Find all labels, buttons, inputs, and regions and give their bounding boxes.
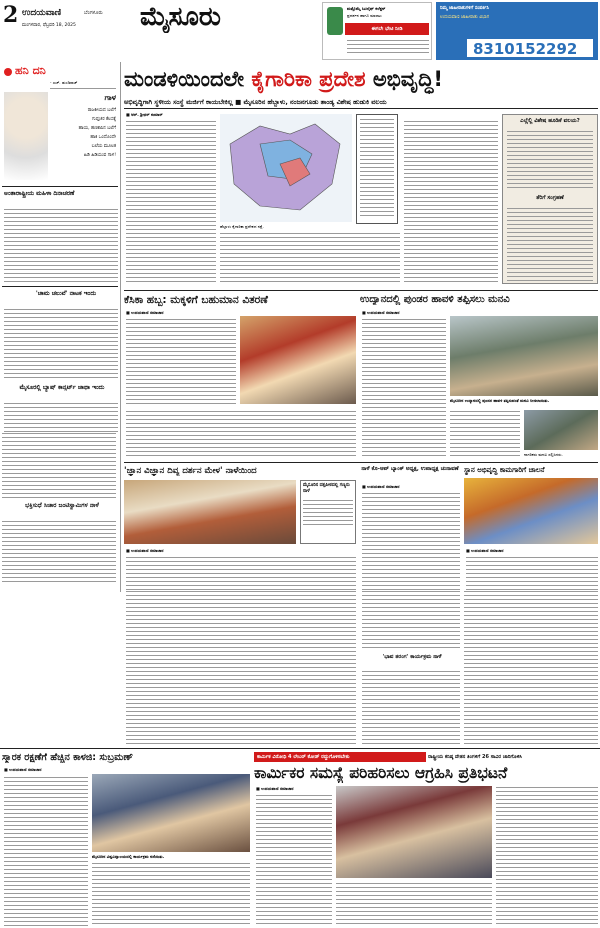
lead-headline-part2: ಕೈಗಾರಿಕಾ ಪ್ರದೇಶ <box>251 67 366 91</box>
story1-body <box>4 208 118 282</box>
bottom-right-byline: ■ ಉದಯವಾಣಿ ಸಮಾಚಾರ <box>256 786 294 791</box>
garden-body <box>362 318 446 458</box>
kicker2: ರಾಷ್ಟ್ರೀಯ ಕನಿಷ್ಠ ವೇತನ ತಿಂಗಳಿಗೆ 26 ಸಾವಿರ ಜಾರಿಗೊಳಿಸಿ <box>428 754 522 760</box>
story2-body <box>4 308 118 380</box>
garden-body-2 <box>450 410 520 458</box>
map-caption: ಹೆಬ್ಬಾಳು ಕೈಗಾರಿಕಾ ಪ್ರದೇಶದ ನಕ್ಷೆ. <box>220 224 264 229</box>
paper-name: ಉದಯವಾಣಿ <box>22 8 62 18</box>
bottom-right-photo <box>336 786 492 878</box>
gyana-photo <box>124 480 296 544</box>
bank-byline: ■ ಉದಯವಾಣಿ ಸಮಾಚಾರ <box>362 484 400 489</box>
bottom-right-body-3 <box>496 786 598 926</box>
poem-box <box>50 88 116 182</box>
poem-line: ಹಾಕಿ ಒಂದೊಂದೇ <box>90 135 116 140</box>
ccb-headline: ಕೆಸಿಕಾ ಹಬ್ಬ: ಮಕ್ಕಳಿಗೆ ಬಹುಮಾನ ವಿತರಣೆ <box>124 294 268 306</box>
bank-sub-body <box>362 670 460 744</box>
left-column <box>2 62 118 432</box>
bottom-left-caption: ಮೈಸೂರಿನ ವಿಶ್ವವಿದ್ಯಾಲಯದಲ್ಲಿ ಕಾರ್ಯಕ್ರಮ ನಡೆಯಿತು. <box>92 854 165 859</box>
garden-caption1: ಮೈಸೂರಿನ ಉದ್ಯಾನದಲ್ಲಿ ಪುಂಡರ ಹಾವಳಿ ತಪ್ಪಿಸುವಂತೆ ಮನವಿ ನೀಡಲಾಯಿತು. <box>450 398 550 403</box>
lead-headline-part1: ಮಂಡಳಿಯಿಂದಲೇ <box>124 67 245 91</box>
bank-subtitle: 'ಭಾವ ತರಂಗ' ಕಾರ್ಯಕ್ರಮ ನಾಳೆ <box>382 654 442 660</box>
ad2-line2: ಉದಯವಾಣಿ ಜಾಹೀರಾತು ವಿಭಾಗ <box>440 15 490 20</box>
bank-headline: ನಾಳೆ ಕೊ-ಆಪ್ ಬ್ಯಾಂಕ್ ಅಧ್ಯಕ್ಷ, ಉಪಾಧ್ಯಕ್ಷ ಚುನಾವಣೆ <box>361 466 459 472</box>
sidebar2-title: ತೆರಿಗೆ ಸಂಗ್ರಹಣೆ <box>536 195 564 201</box>
bottom-left-story <box>2 750 250 926</box>
bank-body-cont <box>362 590 460 650</box>
garden-photo <box>450 316 598 396</box>
bottom-right-story <box>254 750 598 926</box>
lead-byline: ■ ಆರ್. ಶ್ರೀಧರ್ ಕುಮಾರ್ <box>126 112 163 117</box>
logo-text: ಹನಿ ದನಿ <box>15 64 46 77</box>
ccb-body-2 <box>126 410 356 458</box>
story-bank <box>360 464 460 590</box>
region-map-graphic <box>220 114 352 222</box>
lead-story <box>124 62 598 288</box>
honey-drop-icon <box>4 68 12 76</box>
bottom-left-body <box>4 776 88 926</box>
print-marks <box>0 918 600 928</box>
temple-byline: ■ ಉದಯವಾಣಿ ಸಮಾಚಾರ <box>466 548 504 553</box>
sidebar2-body <box>507 207 593 281</box>
lead-map <box>220 114 352 222</box>
kicker-bar <box>254 752 598 762</box>
temple-body-cont <box>464 590 598 744</box>
bottom-left-photo <box>92 774 250 852</box>
story3-body-cont <box>2 432 116 498</box>
ad1-line1: ಮತ್ತೊಮ್ಮೆ ಸಿಟಿಲೈಫ್ ಕಲೆಕ್ಷನ್ <box>347 6 386 11</box>
garden-caption2: ನಾಗರಿಕರು ಮನವಿ ಸಲ್ಲಿಸಿದರು. <box>524 452 563 457</box>
poem-line: ಬಲೆಯ ಮೂಲಕ <box>91 144 116 149</box>
column-divider <box>120 62 121 592</box>
masthead <box>0 0 600 62</box>
story-gyana <box>124 464 356 590</box>
lead-deck: ಅಭಿವೃದ್ಧಿಗಾಗಿ ಸ್ಥಳೀಯ ಸಂಸ್ಥೆ ಮರ್ಜಿಗೆ ಕಾಯಬೇಕಿಲ್ಲ ■ ಮೈಸೂರಿನ ಹೆಬ್ಬಾಳು, ನಂಜನಗೂಡು ತಾಂಡ್ಯ ವಿಶೇಷ ಹುಡುಕಿ ವಲಯ <box>124 98 387 106</box>
gyana-headline: 'ಜ್ಞಾನ ವಿಜ್ಞಾನ ದಿವ್ಯ ದರ್ಶನ ಮೇಳ' ನಾಳೆಯಿಂದ <box>124 466 257 476</box>
ad2-phone-box <box>466 38 594 58</box>
divider <box>0 748 600 749</box>
poem-title: ಗಾಳ <box>104 93 116 102</box>
story-temple <box>464 464 598 590</box>
bottom-right-body <box>256 794 332 926</box>
divider <box>2 286 118 287</box>
sidebar-body <box>507 130 593 190</box>
temple-body <box>466 556 598 590</box>
ad-advertise[interactable] <box>436 2 598 60</box>
date-line: ಮಂಗಳವಾರ, ಫೆಬ್ರವರಿ 18, 2025 <box>22 23 76 28</box>
gyana-side-body <box>303 499 353 527</box>
story-ccb <box>124 292 356 460</box>
story3-body <box>4 402 118 432</box>
poem-line: ರಾಜಕೀಯದ ಬಲೆಗೆ <box>87 108 116 113</box>
ccb-byline: ■ ಉದಯವಾಣಿ ಸಮಾಚಾರ <box>126 310 164 315</box>
edition-tag: ಬೆಂಗಳೂರು <box>84 10 103 16</box>
gyana-byline: ■ ಉದಯವಾಣಿ ಸಮಾಚಾರ <box>126 548 164 553</box>
garden-byline: ■ ಉದಯವಾಣಿ ಸಮಾಚಾರ <box>362 310 400 315</box>
garden-photo2 <box>524 410 598 450</box>
gyana-body <box>126 556 356 590</box>
sidebar-box <box>502 114 598 284</box>
ccb-photo <box>240 316 356 404</box>
deck-rule <box>124 108 598 109</box>
story2-title: 'ಚಾಮ ಚಲುವೆ' ನಾಟಕ ಇಂದು <box>35 290 97 297</box>
gyana-body-cont <box>126 590 356 744</box>
poem-line: ಹಿಡಿ ಹಿಡಿಯುವ ಗಾಳ! <box>83 153 116 158</box>
garden-headline: ಉದ್ಯಾನದಲ್ಲಿ ಪುಂಡರ ಹಾವಳಿ ತಪ್ಪಿಸಲು ಮನವಿ <box>360 294 510 305</box>
ccb-body <box>126 318 236 406</box>
gyana-side-title: ಮೈಸೂರಿನ ದತ್ತಪೀಠದಲ್ಲಿ ಗಣ್ಯರು ನಾಳೆ <box>303 483 350 494</box>
bottom-left-byline: ■ ಉದಯವಾಣಿ ಸಮಾಚಾರ <box>4 767 42 772</box>
bank-body <box>362 492 460 590</box>
divider <box>2 186 118 187</box>
bottom-left-headline: ಸ್ಮಾರಕ ರಕ್ಷಣೆಗೆ ಹೆಚ್ಚಿನ ಕಾಳಜಿ: ಸುಬ್ರಮಣ್ <box>2 752 133 763</box>
ad1-fineprint <box>347 39 429 55</box>
hani-dani-logo <box>4 64 76 80</box>
story3-title: ಮೈಸೂರಲ್ಲಿ ಬ್ಯಾಷ್ ಕಾನ್ಸರ್ಟ್ ಜಾಥಾ ಇಂದು <box>19 384 105 391</box>
ad-citylife[interactable] <box>322 2 432 60</box>
divider <box>124 290 598 291</box>
section-title: ಮೈಸೂರು <box>140 2 221 32</box>
logo-subtitle: - ಎಚ್. ಡುಂಡಿರಾಜ್ <box>50 80 78 85</box>
ad1-line2: ಪ್ರದರ್ಶನ ಹಾಗೂ ಮಾರಾಟ <box>347 13 382 18</box>
lead-body-col1 <box>126 120 216 284</box>
lead-headline-part3: ಅಭಿವೃದ್ಧಿ! <box>372 67 443 91</box>
bottom-left-body-2 <box>92 862 250 926</box>
map-legend-box <box>356 114 398 224</box>
temple-headline: ಸ್ಥಾನ ಅಭಿವೃದ್ಧಿ ಕಾಮಗಾರಿಗೆ ಚಾಲನೆ <box>464 466 545 474</box>
sidebar-title: ಎಲ್ಲೆಲ್ಲಿ ವಿಶೇಷ ಹೂಡಿಕೆ ವಲಯ? <box>520 118 580 124</box>
story4-body <box>2 520 116 584</box>
page-number: 2 <box>3 2 19 28</box>
lower-band <box>124 590 598 748</box>
left-column-lower <box>2 432 118 586</box>
cartoon <box>4 92 48 180</box>
map-legend-text <box>360 118 394 218</box>
divider <box>124 462 598 463</box>
story1-title: ಅಂತಾರಾಷ್ಟ್ರೀಯ ಮಹಿಳಾ ದಿನಾಚರಣೆ <box>4 190 75 197</box>
bottom-right-headline: ಕಾರ್ಮಿಕರ ಸಮಸ್ಯೆ ಪರಿಹರಿಸಲು ಆಗ್ರಹಿಸಿ ಪ್ರತಿಭಟನೆ <box>254 764 508 782</box>
ad1-banner: ಈಗಲೇ ಭೇಟಿ ನೀಡಿ <box>345 23 429 35</box>
story4-title: ಭಕ್ತಿಸುಧೆ ಸಿಚಾರ ಜಂಟಿಸ್ವಾಮಿಗಳ ನಾಳೆ <box>25 502 99 509</box>
ad2-line1: ನಿಮ್ಮ ಜಾಹೀರಾತುಗಳಿಗೆ ಸಂಪರ್ಕಿಸಿ <box>440 6 489 11</box>
phone-icon <box>327 7 343 35</box>
temple-photo <box>464 478 598 544</box>
gyana-side-box <box>300 480 356 544</box>
lead-body-col2 <box>220 232 400 284</box>
ad2-phone[interactable]: 8310152292 <box>473 40 578 58</box>
kicker1: ಕಾರ್ಮಿಕ ವಿರೋಧಿ 4 ಲೇಬರ್ ಕೋಡ್ ರದ್ದುಗೊಳಿಸಬೇಕು <box>254 752 426 762</box>
lead-body-col3 <box>404 120 498 284</box>
lead-headline <box>124 64 598 94</box>
poem-line: ಹಾಯ, ಹಣಕಾಸಿನ ಬಲೆಗೆ <box>78 126 116 131</box>
poem-line: ಗುಪ್ತಚರ ಕೆಲಸಕ್ಕೆ <box>91 117 116 122</box>
story-garden <box>360 292 598 460</box>
